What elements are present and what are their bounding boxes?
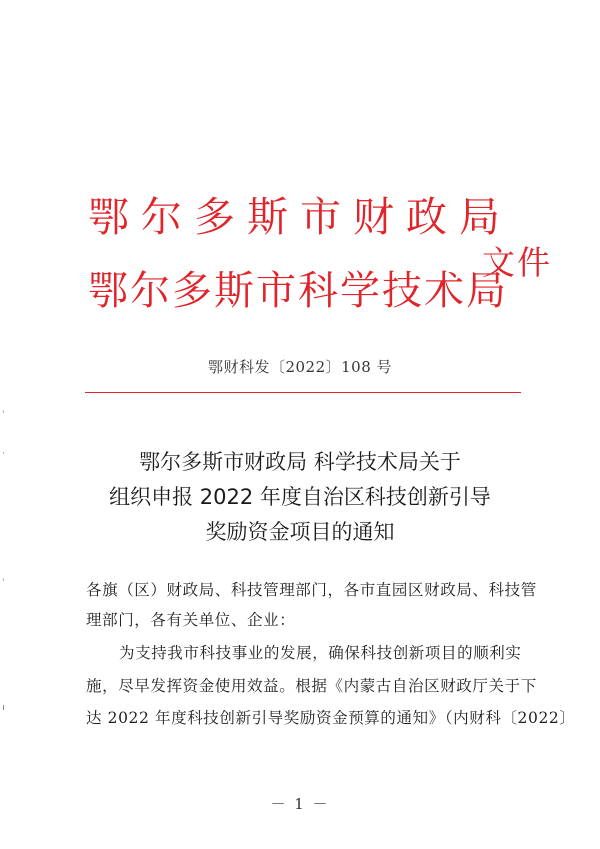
body-line-paragraph: 达 2022 年度科技创新引导奖励资金预算的通知》（内财科〔2022〕 — [86, 709, 576, 727]
document-number: 鄂财科发〔2022〕108 号 — [207, 358, 393, 376]
scan-mark — [3, 705, 4, 710]
notice-title-line-1: 鄂尔多斯市财政局 科学技术局关于 — [139, 450, 461, 474]
body-line-paragraph-start: 为支持我市科技事业的发展，确保科技创新项目的顺利实 — [119, 644, 522, 662]
notice-title-line-3: 奖励资金项目的通知 — [205, 520, 395, 544]
page-number: － 1 － — [270, 795, 330, 813]
red-divider-line — [85, 392, 521, 393]
scan-mark — [3, 578, 4, 581]
body-line-recipients: 各旗（区）财政局、科技管理部门，各市直园区财政局、科技管 — [86, 581, 537, 599]
notice-title-line-2: 组织申报 2022 年度自治区科技创新引导 — [109, 485, 491, 509]
issuer-finance-bureau: 鄂尔多斯市财政局 — [88, 193, 512, 241]
scan-mark — [3, 452, 4, 454]
document-type-label: 文件 — [482, 243, 552, 282]
issuer-science-bureau: 鄂尔多斯市科学技术局 — [88, 268, 508, 314]
body-line-paragraph: 施，尽早发挥资金使用效益。根据《内蒙古自治区财政厅关于下 — [86, 677, 537, 695]
body-line-recipients-cont: 理部门，各有关单位、企业： — [86, 611, 296, 629]
scan-mark — [3, 410, 4, 413]
